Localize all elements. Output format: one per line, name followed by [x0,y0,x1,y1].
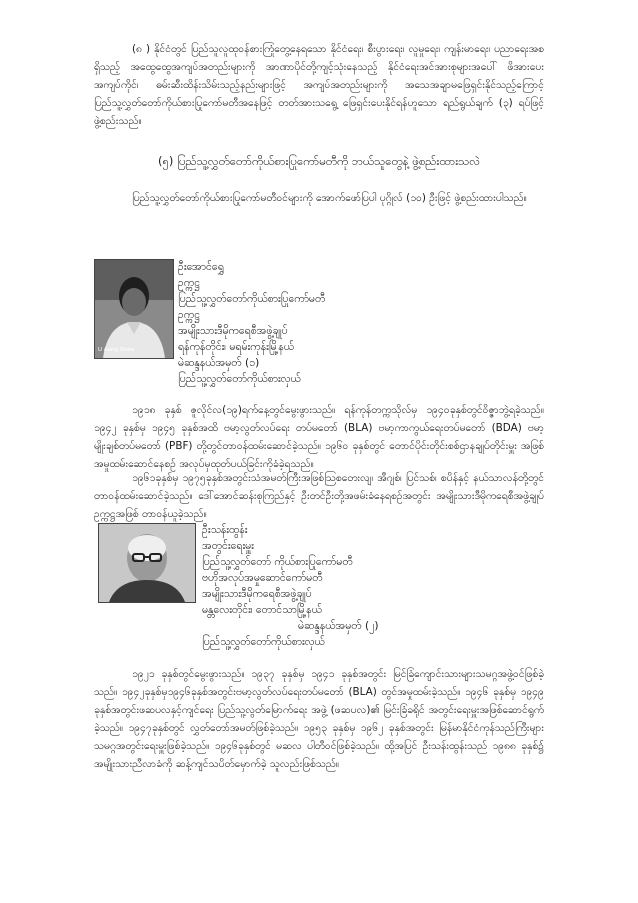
member1-party: အမျိုးသားဒီမိုကရေစီအဖွဲ့ချုပ် [178,325,288,337]
photo-caption: U Aung Shwe [98,347,135,353]
member2-central-committee: ဗဟိုအလုပ်အမှုဆောင်ကော်မတီ [202,572,323,584]
member1-title: ပြည်သူ့လွှတ်တော်ကိုယ်စားလှယ် [178,373,301,385]
member2-party: အမျိုးသားဒီမိုကရေစီအဖွဲ့ချုပ် [202,588,312,600]
member2-constituency: မဲဆန္ဒနယ်အမှတ် (၂) [298,620,379,632]
member1-bio2: ၁၉၆၁ခုနှစ်မှ ၁၉၇၅ခုနှစ်အတွင်းသံအမတ်ကြီးအဖြစ်သြစတေးလျ၊ အီဂျစ်၊ ပြင်သစ်၊ စပိန်နှင့် နယ်သာလန်တို့တွင် တာဝန်ထမ်းဆောင်ခဲ့သည်။ ဒေါ်အောင်ဆန်းစုကြည်နှင့် ဦးတင်ဦးတို့အဖမ်းခံနေရစဉ်အတွင်း အမျိုးသားဒီမိုကရေစီအဖွဲ့ချုပ် ဥက္ကဋ္ဌအဖြစ် တာဝန်ယူခဲ့သည်။ [94,472,544,520]
intro-paragraph: (၈ ) နိုင်ငံတွင် ပြည်သူလူထုဝန်စားကြုံတွေ့နေရသော နိုင်ငံရေး၊ စီးပွားရေး၊ လူမှုရေး၊ ကျန်းမာရေး၊ ပညာရေးအစရှိသည့် အထွေထွေအကျပ်အတည်းများကို အာဏာပိုင်တို့ကျင့်သုံးနေသည့် နိုင်ငံရေးအင်အားစုများအပေါ် ဖိအားပေးအကျပ်ကိုင်၊ ဓမ်းဆီးထိန်းသိမ်းသည့်နည်းများဖြင့် အကျပ်အတည်းများကို အသေအချာမဖြေရှင်းနိုင်သည့်ကြောင့် ပြည်သူ့လွှတ်တော်ကိုယ်စားပြုကော်မတီအနေဖြင့် တတ်အားသရွေ့ ဖြေရှင်းပေးနိုင်ရန်ဟူသော ရည်ရွယ်ချက် (၃) ရပ်ဖြင့် ဖွဲ့စည်းသည်။ [94,43,544,127]
member1-role2: ဥက္ကဋ္ဌ [178,309,200,321]
member2-photo [98,523,196,603]
member2-details [202,522,378,650]
member1-photo [94,259,174,359]
member2-role: အတွင်းရေးမှူး [202,540,254,552]
portrait-image [99,524,195,602]
member1-committee: ပြည်သူ့လွှတ်တော်ကိုယ်စားပြုကော်မတီ [178,293,326,305]
member2-committee: ပြည်သူ့လွှတ်တော် ကိုယ်စားပြုကော်မတီ [202,556,353,568]
member2-title: ပြည်သူ့လွှတ်တော်ကိုယ်စားလှယ် [202,636,325,648]
member1-constituency: မဲဆန္ဒနယ်အမှတ် (၁) [178,357,260,369]
section-heading: (၅) ပြည်သူ့လွှတ်တော်ကိုယ်စားပြုကော်မတီကို ဘယ်သူတွေနဲ့ ဖွဲ့စည်းထားသလဲ [157,154,481,168]
member2-name: ဦးသန်းထွန်း [202,524,248,536]
portrait-image [95,260,173,358]
member1-details [178,259,325,387]
section-paragraph: ပြည်သူ့လွှတ်တော်ကိုယ်စားပြုကော်မတီဝင်များကို အောက်ဖော်ပြပါ ပုဂ္ဂိုလ် (၁၀) ဦးဖြင့် ဖွဲ့စည်းထားပါသည်။ [132,192,527,204]
member2-bio: ၁၉၂၁ ခုနှစ်တွင်မွေးဖွားသည်။ ၁၉၃၇ ခုနှစ်မှ ၁၉၄၁ ခုနှစ်အတွင်း မြင်ခြံကျောင်းသားများသမဂ္ဂအဖွဲ့ဝင်ဖြစ်ခဲ့သည်။ ၁၉၄၂ခုနှစ်မှ၁၉၄၆ခုနှစ်အတွင်းဗမာ့လွတ်လပ်ရေးတပ်မတော် (BLA) တွင်အမှုထမ်းခဲ့သည်။ ၁၉၄၆ ခုနှစ်မှ ၁၉၄၉ ခုနှစ်အတွင်းဖဆပလနှင့်ကျင်ရေး ပြည်သူ့လွတ်မြောက်ရေး အဖွဲ့ (ဖဆပလ)၏ မြင်းခြံခရိုင် အတွင်းရေးမှူးအဖြစ်ဆောင်ရွက်ခဲ့သည်။ ၁၉၄၇ခုနှစ်တွင် လွှတ်တော်အမတ်ဖြစ်ခဲ့သည်။ ၁၉၅၃ ခုနှစ်မှ ၁၉၆၂ ခုနှစ်အတွင်း မြန်မာနိုင်ငံကုန်သည်ကြီးများသမဂ္ဂအတွင်းရေးမှူးဖြစ်ခဲ့သည်။ ၁၉၄၆ခုနှစ်တွင် မဆလ ပါတီဝင်ဖြစ်ခဲ့သည်။ ထို့အပြင် ဦးသန်းထွန်းသည် ၁၉၈၈ ခုနှစ်၌ အမျိုးသားညီလာခံကို ဆန့်ကျင်သပိတ်မှောက်ခဲ့ သူလည်းဖြစ်သည်။ [94,668,544,770]
member1-role: ဥက္ကဋ္ဌ [178,277,200,289]
member1-region: ရန်ကုန်တိုင်း၊ မရမ်းကုန်းမြို့နယ် [178,341,294,353]
member1-name: ဦးအောင်ရွှေ [178,261,224,273]
member2-region: မန္တလေးတိုင်း၊ တောင်သာမြို့နယ် [202,604,322,616]
member1-bio: ၁၉၁၈ ခုနှစ် ဇူလိုင်လ(၁၉)ရက်နေ့တွင်မွေးဖွားသည်။ ရန်ကုန်တက္ကသိုလ်မှ ၁၉၄၀ခုနှစ်တွင်ဝိဇ္ဇာဘွဲ့ရခဲ့သည်။ ၁၉၄၂ ခုနှစ်မှ ၁၉၄၅ ခုနှစ်အထိ ဗမာ့လွတ်လပ်ရေး တပ်မတော် (BLA) ဗမာ့ကာကွယ်ရေးတပ်မတော် (BDA) ဗမာ့မျိုးချစ်တပ်မတော် (PBF) တို့တွင်တာဝန်ထမ်းဆောင်ခဲ့သည်။ ၁၉၆၀ ခုနှစ်တွင် တောင်ပိုင်းတိုင်းစစ်ဌာနချုပ်တိုင်းမှူး အဖြစ်အမှုထမ်းဆောင်နေစဉ် အလုပ်မှထုတ်ပယ်ခြင်းကိုခံခဲ့ရသည်။ [94,404,544,470]
